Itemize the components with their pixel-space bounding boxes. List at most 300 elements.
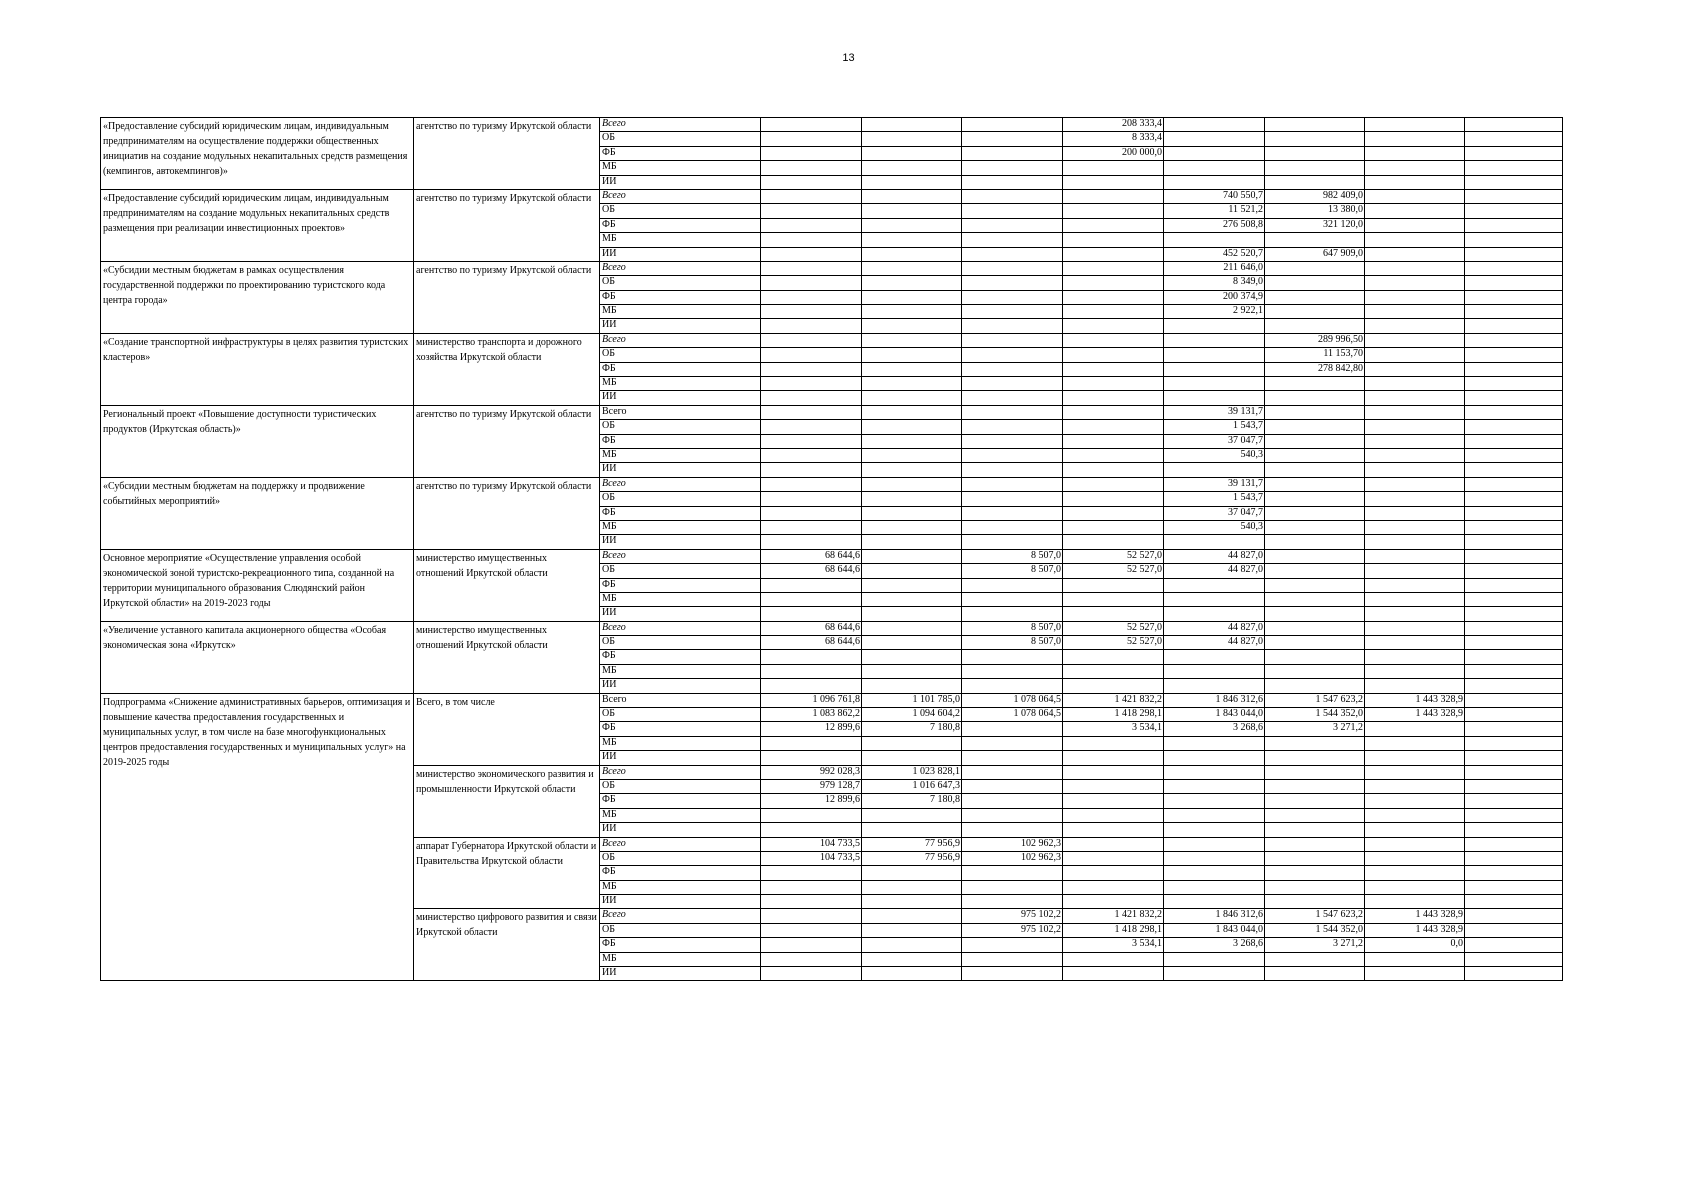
amount-cell xyxy=(1164,607,1265,621)
amount-cell xyxy=(761,751,862,765)
amount-cell: 200 374,9 xyxy=(1164,290,1265,304)
funding-source: МБ xyxy=(600,448,761,462)
amount-cell xyxy=(761,276,862,290)
amount-cell xyxy=(1063,578,1164,592)
amount-cell xyxy=(1365,664,1465,678)
amount-cell xyxy=(1365,175,1465,189)
amount-cell xyxy=(962,607,1063,621)
empty-cell xyxy=(1465,549,1563,563)
amount-cell xyxy=(1365,650,1465,664)
executor: агентство по туризму Иркутской области xyxy=(414,261,600,333)
amount-cell xyxy=(962,967,1063,981)
funding-source: ФБ xyxy=(600,218,761,232)
amount-cell xyxy=(862,909,962,923)
amount-cell: 52 527,0 xyxy=(1063,621,1164,635)
amount-cell xyxy=(962,880,1063,894)
amount-cell: 1 421 832,2 xyxy=(1063,693,1164,707)
funding-source: ОБ xyxy=(600,851,761,865)
funding-source: Всего xyxy=(600,261,761,275)
amount-cell xyxy=(1365,880,1465,894)
funding-source: ФБ xyxy=(600,362,761,376)
amount-cell xyxy=(1365,837,1465,851)
amount-cell: 7 180,8 xyxy=(862,794,962,808)
funding-source: ИИ xyxy=(600,463,761,477)
funding-source: ОБ xyxy=(600,420,761,434)
amount-cell xyxy=(1063,434,1164,448)
empty-cell xyxy=(1465,391,1563,405)
amount-cell xyxy=(1265,276,1365,290)
amount-cell xyxy=(962,952,1063,966)
amount-cell xyxy=(862,448,962,462)
amount-cell xyxy=(962,520,1063,534)
amount-cell xyxy=(1365,679,1465,693)
amount-cell xyxy=(1365,132,1465,146)
amount-cell: 1 547 623,2 xyxy=(1265,693,1365,707)
amount-cell xyxy=(1265,463,1365,477)
funding-source: ОБ xyxy=(600,132,761,146)
amount-cell xyxy=(1164,880,1265,894)
amount-cell xyxy=(761,218,862,232)
funding-source: ИИ xyxy=(600,607,761,621)
amount-cell xyxy=(962,189,1063,203)
amount-cell xyxy=(962,578,1063,592)
amount-cell: 1 023 828,1 xyxy=(862,765,962,779)
executor: министерство транспорта и дорожного хозяйства Иркутской области xyxy=(414,333,600,405)
amount-cell xyxy=(761,377,862,391)
empty-cell xyxy=(1465,895,1563,909)
amount-cell: 540,3 xyxy=(1164,520,1265,534)
amount-cell: 104 733,5 xyxy=(761,851,862,865)
amount-cell xyxy=(1164,146,1265,160)
amount-cell xyxy=(1164,592,1265,606)
empty-cell xyxy=(1465,333,1563,347)
amount-cell: 1 078 064,5 xyxy=(962,693,1063,707)
amount-cell xyxy=(862,161,962,175)
empty-cell xyxy=(1465,794,1563,808)
amount-cell xyxy=(1164,118,1265,132)
amount-cell xyxy=(1063,233,1164,247)
amount-cell xyxy=(1365,794,1465,808)
amount-cell xyxy=(761,362,862,376)
funding-source: Всего xyxy=(600,765,761,779)
empty-cell xyxy=(1465,851,1563,865)
amount-cell: 289 996,50 xyxy=(1265,333,1365,347)
amount-cell xyxy=(761,952,862,966)
empty-cell xyxy=(1465,693,1563,707)
amount-cell xyxy=(962,161,1063,175)
funding-source: ФБ xyxy=(600,866,761,880)
amount-cell: 3 271,2 xyxy=(1265,722,1365,736)
amount-cell xyxy=(862,463,962,477)
funding-source: ИИ xyxy=(600,319,761,333)
amount-cell xyxy=(1365,377,1465,391)
amount-cell xyxy=(1063,650,1164,664)
amount-cell xyxy=(761,247,862,261)
amount-cell xyxy=(761,434,862,448)
amount-cell: 3 534,1 xyxy=(1063,722,1164,736)
amount-cell xyxy=(1164,650,1265,664)
amount-cell xyxy=(761,938,862,952)
amount-cell xyxy=(1063,492,1164,506)
amount-cell: 3 268,6 xyxy=(1164,722,1265,736)
amount-cell xyxy=(1063,405,1164,419)
amount-cell xyxy=(862,189,962,203)
amount-cell: 200 000,0 xyxy=(1063,146,1164,160)
amount-cell xyxy=(1365,434,1465,448)
amount-cell xyxy=(962,434,1063,448)
amount-cell xyxy=(962,362,1063,376)
amount-cell xyxy=(1265,448,1365,462)
amount-cell: 11 521,2 xyxy=(1164,204,1265,218)
amount-cell xyxy=(761,679,862,693)
amount-cell: 3 534,1 xyxy=(1063,938,1164,952)
amount-cell xyxy=(1265,808,1365,822)
funding-source: ИИ xyxy=(600,823,761,837)
measure-name: «Увеличение уставного капитала акционерного общества «Особая экономическая зона «Иркутск» xyxy=(101,621,414,693)
amount-cell: 11 153,70 xyxy=(1265,348,1365,362)
budget-table xyxy=(100,117,1563,981)
amount-cell xyxy=(1365,405,1465,419)
amount-cell xyxy=(1265,261,1365,275)
funding-source: МБ xyxy=(600,664,761,678)
amount-cell xyxy=(761,448,862,462)
amount-cell xyxy=(962,535,1063,549)
empty-cell xyxy=(1465,621,1563,635)
amount-cell xyxy=(862,146,962,160)
measure-name: «Создание транспортной инфраструктуры в целях развития туристских кластеров» xyxy=(101,333,414,405)
amount-cell xyxy=(1164,132,1265,146)
funding-source: МБ xyxy=(600,808,761,822)
empty-cell xyxy=(1465,247,1563,261)
amount-cell: 44 827,0 xyxy=(1164,621,1265,635)
amount-cell xyxy=(1063,448,1164,462)
amount-cell: 992 028,3 xyxy=(761,765,862,779)
empty-cell xyxy=(1465,420,1563,434)
amount-cell xyxy=(862,434,962,448)
amount-cell xyxy=(862,391,962,405)
amount-cell: 12 899,6 xyxy=(761,722,862,736)
amount-cell xyxy=(1265,952,1365,966)
funding-source: Всего xyxy=(600,405,761,419)
amount-cell: 2 922,1 xyxy=(1164,305,1265,319)
amount-cell xyxy=(1365,261,1465,275)
amount-cell xyxy=(862,276,962,290)
funding-source: ФБ xyxy=(600,722,761,736)
amount-cell xyxy=(1265,866,1365,880)
amount-cell xyxy=(862,290,962,304)
amount-cell: 12 899,6 xyxy=(761,794,862,808)
amount-cell: 1 843 044,0 xyxy=(1164,708,1265,722)
amount-cell: 278 842,80 xyxy=(1265,362,1365,376)
amount-cell xyxy=(862,405,962,419)
funding-source: ФБ xyxy=(600,794,761,808)
amount-cell xyxy=(1164,823,1265,837)
amount-cell xyxy=(1164,967,1265,981)
amount-cell xyxy=(1365,751,1465,765)
amount-cell: 540,3 xyxy=(1164,448,1265,462)
amount-cell: 1 094 604,2 xyxy=(862,708,962,722)
funding-source: Всего xyxy=(600,837,761,851)
amount-cell: 68 644,6 xyxy=(761,636,862,650)
table-row xyxy=(101,405,1563,419)
amount-cell xyxy=(962,348,1063,362)
amount-cell xyxy=(962,305,1063,319)
amount-cell xyxy=(962,895,1063,909)
amount-cell xyxy=(1063,506,1164,520)
executor: агентство по туризму Иркутской области xyxy=(414,189,600,261)
amount-cell xyxy=(962,276,1063,290)
empty-cell xyxy=(1465,348,1563,362)
amount-cell: 1 543,7 xyxy=(1164,492,1265,506)
funding-source: ИИ xyxy=(600,535,761,549)
empty-cell xyxy=(1465,276,1563,290)
table-row xyxy=(101,261,1563,275)
amount-cell xyxy=(962,506,1063,520)
executor: министерство имущественных отношений Иркутской области xyxy=(414,549,600,621)
amount-cell xyxy=(962,779,1063,793)
empty-cell xyxy=(1465,305,1563,319)
amount-cell xyxy=(1265,578,1365,592)
amount-cell xyxy=(962,118,1063,132)
amount-cell xyxy=(761,477,862,491)
amount-cell: 1 443 328,9 xyxy=(1365,693,1465,707)
amount-cell: 1 544 352,0 xyxy=(1265,708,1365,722)
amount-cell xyxy=(761,535,862,549)
amount-cell: 52 527,0 xyxy=(1063,549,1164,563)
table-row xyxy=(101,549,1563,563)
amount-cell xyxy=(862,492,962,506)
amount-cell: 1 846 312,6 xyxy=(1164,693,1265,707)
empty-cell xyxy=(1465,189,1563,203)
amount-cell xyxy=(1265,751,1365,765)
amount-cell xyxy=(1063,261,1164,275)
amount-cell xyxy=(761,880,862,894)
amount-cell xyxy=(862,736,962,750)
amount-cell xyxy=(1164,333,1265,347)
amount-cell: 8 507,0 xyxy=(962,549,1063,563)
table-row xyxy=(101,333,1563,347)
amount-cell xyxy=(1265,391,1365,405)
amount-cell: 8 507,0 xyxy=(962,621,1063,635)
amount-cell xyxy=(1365,118,1465,132)
amount-cell xyxy=(761,305,862,319)
funding-source: ФБ xyxy=(600,650,761,664)
amount-cell xyxy=(862,319,962,333)
amount-cell xyxy=(862,233,962,247)
empty-cell xyxy=(1465,779,1563,793)
empty-cell xyxy=(1465,592,1563,606)
empty-cell xyxy=(1465,636,1563,650)
amount-cell xyxy=(1365,348,1465,362)
amount-cell xyxy=(862,520,962,534)
amount-cell xyxy=(1365,808,1465,822)
amount-cell xyxy=(1365,319,1465,333)
amount-cell: 0,0 xyxy=(1365,938,1465,952)
funding-source: Всего xyxy=(600,333,761,347)
amount-cell xyxy=(1365,578,1465,592)
amount-cell: 44 827,0 xyxy=(1164,636,1265,650)
amount-cell xyxy=(962,319,1063,333)
amount-cell xyxy=(1063,276,1164,290)
funding-source: МБ xyxy=(600,377,761,391)
amount-cell: 208 333,4 xyxy=(1063,118,1164,132)
amount-cell xyxy=(1365,290,1465,304)
amount-cell xyxy=(1164,377,1265,391)
amount-cell xyxy=(962,765,1063,779)
amount-cell xyxy=(761,895,862,909)
amount-cell xyxy=(962,664,1063,678)
amount-cell: 211 646,0 xyxy=(1164,261,1265,275)
amount-cell xyxy=(862,348,962,362)
amount-cell xyxy=(862,650,962,664)
funding-source: Всего xyxy=(600,909,761,923)
amount-cell xyxy=(962,391,1063,405)
amount-cell xyxy=(1265,434,1365,448)
executor: министерство цифрового развития и связи Иркутской области xyxy=(414,909,600,981)
amount-cell xyxy=(1265,405,1365,419)
funding-source: ОБ xyxy=(600,204,761,218)
table-row xyxy=(101,621,1563,635)
amount-cell xyxy=(1265,636,1365,650)
amount-cell xyxy=(761,319,862,333)
empty-cell xyxy=(1465,823,1563,837)
amount-cell xyxy=(1265,118,1365,132)
empty-cell xyxy=(1465,161,1563,175)
amount-cell xyxy=(1164,391,1265,405)
amount-cell xyxy=(862,880,962,894)
amount-cell xyxy=(1164,175,1265,189)
amount-cell xyxy=(1063,377,1164,391)
amount-cell xyxy=(1164,952,1265,966)
amount-cell xyxy=(1265,420,1365,434)
amount-cell xyxy=(1164,751,1265,765)
amount-cell: 1 443 328,9 xyxy=(1365,708,1465,722)
amount-cell xyxy=(962,866,1063,880)
amount-cell xyxy=(761,578,862,592)
amount-cell: 647 909,0 xyxy=(1265,247,1365,261)
amount-cell xyxy=(1365,866,1465,880)
amount-cell xyxy=(1365,420,1465,434)
funding-source: ФБ xyxy=(600,578,761,592)
amount-cell xyxy=(962,405,1063,419)
amount-cell: 8 349,0 xyxy=(1164,276,1265,290)
amount-cell xyxy=(1164,736,1265,750)
amount-cell xyxy=(862,895,962,909)
table-row xyxy=(101,477,1563,491)
amount-cell xyxy=(1063,808,1164,822)
amount-cell xyxy=(1265,132,1365,146)
amount-cell: 1 418 298,1 xyxy=(1063,923,1164,937)
funding-source: ОБ xyxy=(600,348,761,362)
funding-source: Всего xyxy=(600,621,761,635)
funding-source: ОБ xyxy=(600,564,761,578)
amount-cell xyxy=(862,362,962,376)
amount-cell xyxy=(1265,679,1365,693)
amount-cell xyxy=(962,290,1063,304)
amount-cell: 8 507,0 xyxy=(962,564,1063,578)
amount-cell xyxy=(1164,779,1265,793)
empty-cell xyxy=(1465,808,1563,822)
amount-cell xyxy=(1365,276,1465,290)
amount-cell xyxy=(1265,319,1365,333)
amount-cell xyxy=(1063,952,1164,966)
funding-source: МБ xyxy=(600,520,761,534)
amount-cell xyxy=(862,333,962,347)
amount-cell xyxy=(761,506,862,520)
amount-cell xyxy=(1265,506,1365,520)
amount-cell xyxy=(862,175,962,189)
amount-cell xyxy=(862,247,962,261)
funding-source: ОБ xyxy=(600,636,761,650)
amount-cell: 77 956,9 xyxy=(862,851,962,865)
amount-cell: 276 508,8 xyxy=(1164,218,1265,232)
executor: министерство имущественных отношений Иркутской области xyxy=(414,621,600,693)
amount-cell: 37 047,7 xyxy=(1164,506,1265,520)
amount-cell xyxy=(761,492,862,506)
amount-cell: 1 843 044,0 xyxy=(1164,923,1265,937)
empty-cell xyxy=(1465,952,1563,966)
amount-cell xyxy=(1164,362,1265,376)
amount-cell xyxy=(962,261,1063,275)
amount-cell xyxy=(1063,319,1164,333)
amount-cell xyxy=(1365,636,1465,650)
empty-cell xyxy=(1465,377,1563,391)
amount-cell xyxy=(1265,305,1365,319)
amount-cell xyxy=(1265,837,1365,851)
amount-cell xyxy=(1164,794,1265,808)
amount-cell xyxy=(1063,679,1164,693)
amount-cell xyxy=(1063,823,1164,837)
amount-cell xyxy=(862,420,962,434)
empty-cell xyxy=(1465,506,1563,520)
amount-cell xyxy=(1265,161,1365,175)
amount-cell xyxy=(962,938,1063,952)
amount-cell xyxy=(1164,578,1265,592)
amount-cell: 975 102,2 xyxy=(962,909,1063,923)
amount-cell xyxy=(1063,391,1164,405)
amount-cell: 8 333,4 xyxy=(1063,132,1164,146)
amount-cell xyxy=(962,808,1063,822)
funding-source: ОБ xyxy=(600,276,761,290)
amount-cell xyxy=(1365,722,1465,736)
amount-cell: 39 131,7 xyxy=(1164,405,1265,419)
empty-cell xyxy=(1465,132,1563,146)
amount-cell: 1 547 623,2 xyxy=(1265,909,1365,923)
amount-cell xyxy=(1265,146,1365,160)
amount-cell xyxy=(862,535,962,549)
amount-cell: 104 733,5 xyxy=(761,837,862,851)
amount-cell xyxy=(761,118,862,132)
amount-cell xyxy=(761,736,862,750)
empty-cell xyxy=(1465,909,1563,923)
amount-cell xyxy=(761,333,862,347)
amount-cell: 321 120,0 xyxy=(1265,218,1365,232)
amount-cell xyxy=(1164,866,1265,880)
empty-cell xyxy=(1465,679,1563,693)
amount-cell xyxy=(1265,967,1365,981)
empty-cell xyxy=(1465,967,1563,981)
executor: агентство по туризму Иркутской области xyxy=(414,118,600,190)
amount-cell xyxy=(761,261,862,275)
amount-cell xyxy=(1063,204,1164,218)
amount-cell xyxy=(1365,362,1465,376)
amount-cell xyxy=(1365,895,1465,909)
amount-cell xyxy=(1164,837,1265,851)
amount-cell xyxy=(1265,492,1365,506)
amount-cell xyxy=(862,967,962,981)
amount-cell xyxy=(761,607,862,621)
amount-cell xyxy=(1063,736,1164,750)
